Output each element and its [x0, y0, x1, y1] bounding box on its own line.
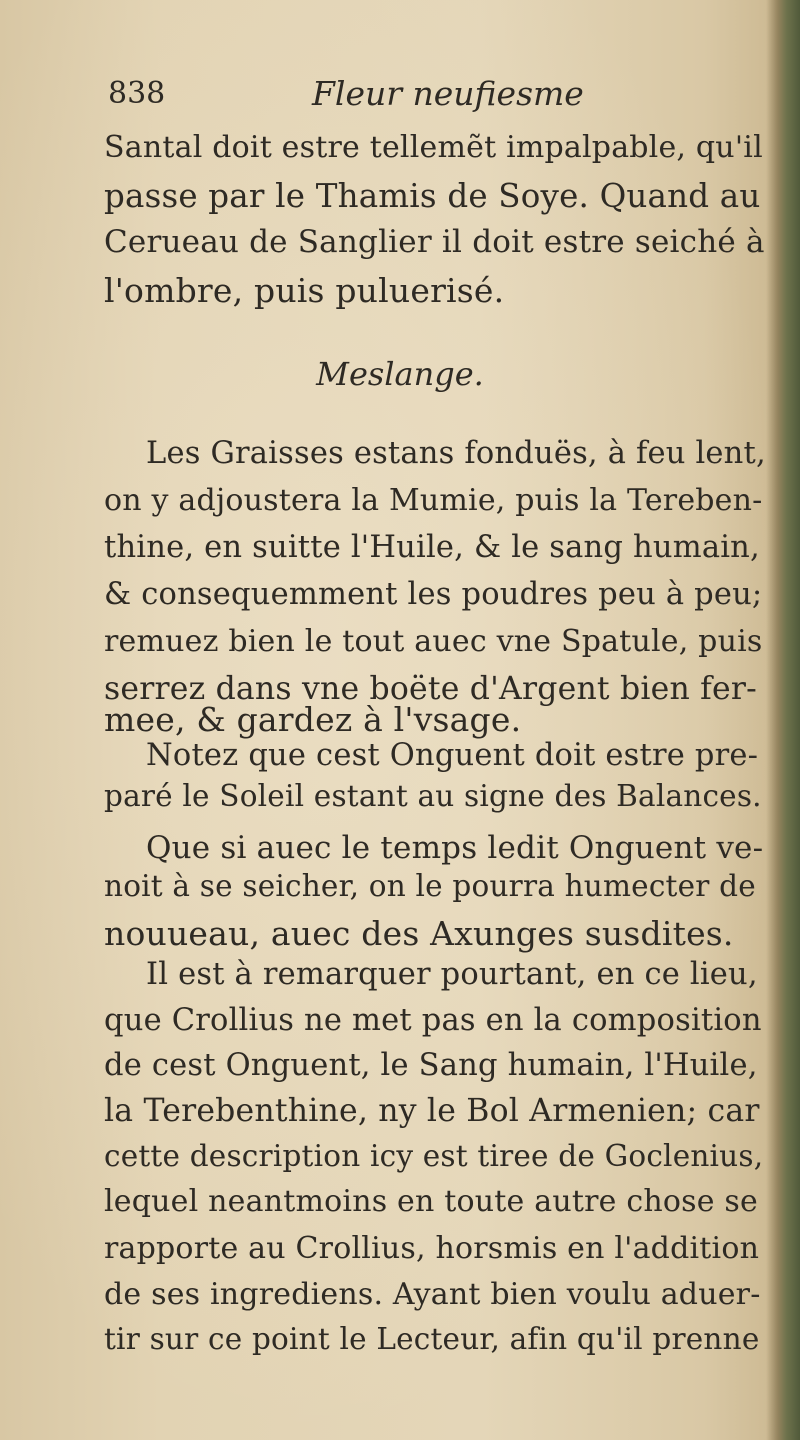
text-line: thine, en suitte l'Huile, & le sang humain, — [104, 530, 760, 565]
text-line: remuez bien le tout auec vne Spatule, puis — [104, 624, 763, 659]
running-title: Fleur neufiesme — [312, 74, 584, 113]
text-line: on y adjoustera la Mumie, puis la Tereben- — [104, 483, 763, 518]
text-line: de cest Onguent, le Sang humain, l'Huile, — [104, 1048, 758, 1083]
text-line: Les Graisses estans fonduës, à feu lent, — [146, 436, 766, 471]
text-line: noit à se seicher, on le pourra humecter de — [104, 869, 756, 903]
text-line: l'ombre, puis puluerisé. — [104, 271, 505, 310]
text-line: serrez dans vne boëte d'Argent bien fer- — [104, 671, 757, 707]
text-line: Cerueau de Sanglier il doit estre seiché à — [104, 224, 765, 260]
text-line: Santal doit estre tellemẽt impalpable, qu'il — [104, 130, 763, 165]
text-line: Notez que cest Onguent doit estre pre- — [146, 738, 759, 773]
text-line: de ses ingrediens. Ayant bien voulu aduer- — [104, 1277, 761, 1312]
text-line: la Terebenthine, ny le Bol Armenien; car — [104, 1093, 760, 1129]
text-line: que Crollius ne met pas en la composition — [104, 1003, 762, 1038]
section-heading: Meslange. — [316, 355, 484, 393]
text-line: & consequemment les poudres peu à peu; — [104, 577, 763, 612]
text-line: tir sur ce point le Lecteur, afin qu'il prenne — [104, 1322, 760, 1356]
text-line: nouueau, auec des Axunges susdites. — [104, 914, 734, 953]
page-number: 838 — [108, 76, 166, 111]
page-gutter-shadow — [766, 0, 800, 1440]
text-line: passe par le Thamis de Soye. Quand au — [104, 177, 761, 215]
text-line: paré le Soleil estant au signe des Balances. — [104, 779, 762, 813]
text-line: Il est à remarquer pourtant, en ce lieu, — [146, 957, 758, 992]
text-line: Que si auec le temps ledit Onguent ve- — [146, 830, 764, 866]
text-line: cette description icy est tiree de Goclenius, — [104, 1139, 764, 1173]
text-line: lequel neantmoins en toute autre chose se — [104, 1184, 758, 1219]
text-line: rapporte au Crollius, horsmis en l'addition — [104, 1231, 760, 1266]
text-line: mee, & gardez à l'vsage. — [104, 700, 522, 739]
